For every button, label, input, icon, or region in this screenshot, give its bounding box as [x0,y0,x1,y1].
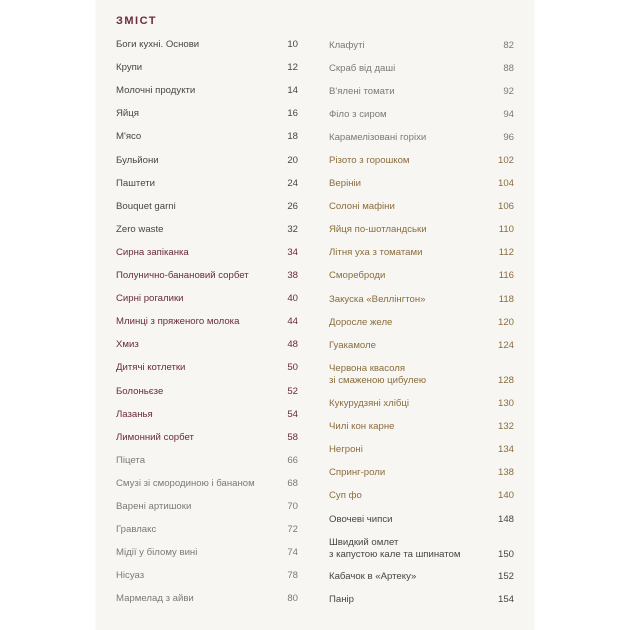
toc-entry-page: 38 [287,270,298,281]
toc-entry-title [329,270,484,282]
toc-entry-page: 102 [497,155,514,166]
toc-entry-title [329,40,484,52]
toc-entry-page: 92 [503,86,514,97]
toc-entry-title-line: Кабачок в «Артеку» [329,571,417,582]
toc-entry-page: 128 [497,375,514,386]
toc-entry-page: 152 [497,571,514,582]
toc-entry-page: 44 [287,316,298,328]
toc-entry-page: 66 [287,454,298,466]
toc-entry-title-line: Різото з горошком [329,155,410,166]
toc-entry-title-line: Негроні [329,444,363,455]
toc-entry-title-line: Мармелад з айви [116,593,194,605]
toc-entry-page: 70 [287,501,298,512]
toc-entry-title-line: Суп фо [329,490,362,501]
toc-entry-title-line: Філо з сиром [329,109,387,120]
toc-entry-page: 78 [287,570,298,582]
toc-entry-title-line: Доросле желе [329,317,393,328]
toc-entry-title [329,86,484,98]
toc-entry-title-line: Бульйони [116,154,159,166]
toc-entry-title-line: М'ясо [116,131,142,143]
toc-entry-title [116,432,268,444]
toc-entry-title [116,386,268,398]
toc-entry-title [116,108,268,120]
toc-entry-page: 82 [503,40,514,51]
toc-entry-title-line: зі смаженою цибулею [329,375,427,386]
toc-entry-title [116,247,268,259]
toc-entry-title [329,201,484,213]
toc-entry-title-line: Верініи [329,178,361,189]
toc-entry-page: 96 [503,132,514,143]
toc-entry-title [329,109,484,121]
toc-entry-title-line: Карамелізовані горіхи [329,132,427,143]
toc-entry-title [116,501,268,513]
toc-entry-page: 110 [498,224,514,235]
toc-entry-title [329,398,484,410]
toc-entry-page: 150 [497,549,514,560]
toc-entry-title [116,455,268,467]
toc-entry-title-line: Хмиз [116,339,139,351]
toc-entry-title [329,317,484,329]
toc-entry-title [116,155,268,167]
toc-entry-page: 140 [497,490,514,501]
toc-entry-title-line: Яйця [116,108,139,120]
toc-entry-title [329,294,484,306]
toc-entry-title-line: Боги кухні. Основи [116,39,200,50]
toc-entry-page: 16 [287,108,298,120]
toc-entry-title [116,478,268,490]
toc-entry-title-line: Смореброди [329,270,386,281]
toc-entry-page: 34 [287,246,298,258]
toc-entry-title-line: Піцета [116,454,146,466]
toc-entry-title-line: Болоньєзе [116,385,164,397]
toc-entry-title-line: Швидкий омлет [329,537,399,548]
toc-entry-page: 40 [287,293,298,305]
toc-entry-title-line: Лазанья [116,408,153,420]
toc-entry-title [329,444,484,456]
toc-entry-title-line: Чилі кон карне [329,421,395,432]
toc-entry-page: 24 [287,177,298,189]
toc-entry-title [116,339,268,351]
toc-entry-page: 148 [497,514,514,525]
toc-entry-title [116,409,268,421]
toc-entry-title-line: Яйця по-шотландськи [329,224,427,235]
toc-entry-page: 94 [503,109,514,120]
toc-entry-page: 54 [287,408,298,420]
book-page [96,0,534,630]
toc-entry-title-line: Гравлакс [116,524,157,536]
toc-entry-page: 14 [287,85,298,97]
toc-entry-title-line: Лимонний сорбет [116,431,194,443]
toc-entry-page: 138 [497,467,514,478]
toc-entry-title [116,362,268,374]
toc-entry-title-line: Варені артишоки [116,501,192,512]
toc-entry-title-line: Смузі зі смородиною і бананом [116,477,255,489]
toc-entry-title [116,39,268,51]
toc-entry-page: 52 [287,385,298,397]
toc-entry-page: 26 [287,200,298,212]
toc-entry-title [116,547,268,559]
toc-entry-page: 116 [498,270,514,281]
toc-entry-title-line: Солоні мафіни [329,201,395,212]
toc-entry-page: 68 [287,477,298,489]
toc-entry-title-line: Гуакамоле [329,340,376,351]
toc-entry-page: 130 [497,398,514,409]
toc-entry-page: 88 [503,63,514,74]
toc-entry-title-line: Овочеві чипси [329,514,393,525]
toc-entry-title [329,63,484,75]
toc-entry-title [116,270,268,282]
toc-entry-title-line: Клафуті [329,40,365,51]
toc-entry-page: 118 [498,294,514,305]
toc-entry-page: 106 [497,201,514,212]
toc-entry-page: 58 [287,431,298,443]
toc-entry-page: 10 [287,39,298,50]
toc-entry-title-line: з капустою кале та шпинатом [329,549,461,560]
toc-heading: ЗМІСТ [116,15,157,27]
toc-entry-title-line: Кукурудзяні хлібці [329,398,410,409]
toc-entry-title-line: Нісуаз [116,570,145,582]
toc-entry-title [329,490,484,502]
toc-entry-page: 104 [497,178,514,189]
toc-entry-title [116,524,268,536]
toc-entry-page: 154 [497,594,514,605]
toc-entry-title [329,155,484,167]
toc-entry-title [116,131,268,143]
toc-entry-title [116,570,268,582]
toc-entry-page: 74 [287,547,298,559]
toc-entry-page: 48 [287,339,298,351]
toc-entry-title [116,224,268,236]
toc-entry-title [329,340,484,352]
toc-entry-page: 120 [497,317,514,328]
toc-entry-title [116,85,268,97]
toc-entry-title-line: Червона квасоля [329,363,406,374]
toc-entry-title [116,316,268,328]
toc-entry-page: 72 [287,524,298,536]
toc-entry-title-line: Bouquet garni [116,200,176,212]
toc-entry-title [329,178,484,190]
toc-entry-title-line: Літня уха з томатами [329,247,423,258]
toc-entry-title-line: Сирна запіканка [116,246,189,258]
toc-entry-page: 80 [287,593,298,605]
toc-entry-title-line: Мідії у білому вині [116,547,198,559]
toc-entry-title-line: Zero waste [116,223,164,235]
toc-entry-page: 32 [287,223,298,235]
toc-entry-title-line: Крупи [116,62,143,74]
toc-entry-title [116,293,268,305]
toc-entry-title-line: Закуска «Веллінгтон» [329,294,426,305]
toc-entry-title [329,247,484,259]
toc-entry-title-line: Панір [329,594,354,605]
toc-entry-title [329,467,484,479]
toc-entry-title [329,514,484,526]
toc-entry-page: 112 [498,247,514,258]
toc-entry-page: 124 [497,340,514,351]
toc-entry-title [329,363,484,387]
toc-entry-title [116,62,268,74]
toc-entry-title-line: Сирні рогалики [116,293,184,305]
toc-entry-page: 132 [497,421,514,432]
toc-entry-title [329,224,484,236]
toc-entry-title-line: Скраб від даші [329,63,396,74]
toc-entry-title-line: Млинці з пряженого молока [116,316,240,328]
toc-entry-title [329,537,484,561]
toc-entry-title [116,201,268,213]
toc-entry-page: 18 [287,131,298,143]
toc-entry-title [329,132,484,144]
toc-entry-page: 12 [287,62,298,74]
toc-entry-title [116,593,268,605]
toc-entry-title [329,421,484,433]
toc-entry-title [329,571,484,583]
toc-entry-page: 50 [287,362,298,374]
toc-entry-title [329,594,484,606]
toc-entry-page: 134 [497,444,514,455]
toc-entry-title-line: Спринг-роли [329,467,386,478]
toc-entry-title-line: Паштети [116,177,155,189]
toc-entry-title-line: Полунично-банановий сорбет [116,270,249,281]
toc-entry-title-line: Молочні продукти [116,85,196,97]
toc-entry-title [116,178,268,190]
toc-entry-title-line: Дитячі котлетки [116,362,186,374]
toc-entry-page: 20 [287,154,298,166]
toc-entry-title-line: В'ялені томати [329,86,395,97]
